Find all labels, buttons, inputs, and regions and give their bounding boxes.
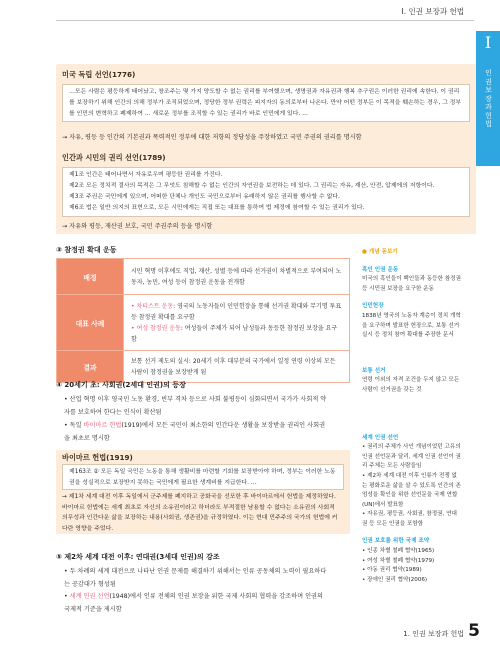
table-row <box>57 259 350 295</box>
treaty-item: • 아동 권리 협약(1989) <box>362 567 422 574</box>
sidebar-heading: ● 개념 돋보기 <box>362 249 398 255</box>
term-treaties: 인권 보호를 위한 국제 조약 <box>362 538 430 545</box>
suffrage-table <box>56 258 350 383</box>
social-rights-bullet-1: • 산업 혁명 이후 영국민 노동 환경, 빈부 격차 등으로 사회 불평등이 심화되면서 국가가 사회적 약자를 보호하여 한다는 인식이 확산됨 <box>64 396 327 416</box>
term-universal-suffrage: 보통 선거 <box>362 367 386 374</box>
treaty-item: • 여성 차별 철폐 협약(1979) <box>362 557 435 564</box>
term-desc: 연령 이외의 자격 조건을 두지 않고 모든 사람이 선거권을 갖는 것 <box>362 377 460 393</box>
row-head: 배경 <box>57 259 124 295</box>
term-desc: 미국의 흑인들이 백인들과 동등한 참정권 등 시민권 보장을 요구한 운동 <box>362 276 461 292</box>
term-desc: • 자유권, 평등권, 사회권, 참정권, 연대권 등 모든 인권을 포함함 <box>362 511 457 527</box>
term-udhr: 세계 인권 선언 <box>362 434 399 441</box>
solidarity-bullet-2: • 세계 인권 선언(1948)에서 인류 전체의 인권 보장을 위한 국제 사회의 협력을 강조하며 인권의 국제적 기준을 제시함 <box>64 593 323 613</box>
section-title: I. 인권 보장과 헌법 <box>401 7 464 16</box>
chapter-tab <box>476 31 500 166</box>
table-row <box>57 351 350 383</box>
social-rights-bullet-2: • 독일 바이마르 헌법(1919)에서 모든 국민이 최소한의 인간다운 생활을 보장받을 권리인 사회권을 최초로 명시함 <box>64 422 326 442</box>
article-line: 제3조 주권은 국민에게 있으며, 어떠한 단체나 개인도 국민으로부터 유래하지 않은 권리를 행사할 수 없다. <box>69 194 340 200</box>
example-chartist: • 차티스트 운동: 영국의 노동자들이 인민헌장을 통해 선거권 확대와 무기명 투표 등 참정권 확대를 요구함 <box>131 302 342 321</box>
article-line: 제2조 모든 정치적 결사의 목적은 그 무엇도 침해할 수 없는 인간의 자연권을 보전하는 데 있다. 그 권리는 자유, 재산, 안전, 압제에의 저항이다. <box>69 183 435 189</box>
solidarity-bullet-1: • 두 차례의 세계 대전으로 나타난 인권 문제를 해결하기 위해서는 인류 공동체의 노력이 필요하다는 공감대가 형성됨 <box>64 568 327 588</box>
us-declaration-text: …모든 사람은 평등하게 태어났고, 창조주는 몇 가지 양도할 수 없는 권리를 부여했으며, 생명권과 자유권과 행복 추구권은 이러한 권리에 속한다. 이 권리를 보장하기 위해 인간의 의해 정부가 조직되었으며, 정당한 정부 권력은 피지자의 동의로부터 나온다. 만약 어떤 정부든 이 목적을 훼손하는 경우, 그 정부를 인민의 변혁하고 폐제하여 … 새로운 정부를 조직할 수 있는 권리가 바로 인민에게 있다. … <box>62 84 470 122</box>
us-declaration-note: → 자유, 평등 등 인간의 기본권과 폭력적인 정부에 대한 저항의 정당성을 주장하였고 국민 주권의 권리를 명시함 <box>62 134 362 141</box>
source-box-2 <box>56 450 350 534</box>
row-content <box>124 295 350 351</box>
chapter-number: I <box>484 33 492 52</box>
section-social-rights-title: ④ 20세기 초: 사회권(2세대 인권)의 등장 <box>56 381 186 389</box>
example-women-suffrage: • 여성 참정권 운동: 여성들이 주체가 되어 남성들과 동등한 참정권 보장을 요구함 <box>131 324 338 343</box>
header-divider <box>56 20 474 21</box>
term-desc: • 제2차 세계 대전 이후 인류가 전쟁 없는 평화로운 삶을 살 수 있도록 인간의 존엄성을 확인을 위한 선언문을 국제 연합(UN)에서 발표함 <box>362 472 461 508</box>
article-line: 제1조 인간은 태어나면서 자유로우며 평등한 권리를 가진다. <box>69 172 223 178</box>
chapter-label: 인권 보장과 헌법 <box>485 69 492 128</box>
term-desc: 1838년 영국의 노동자 계층이 정치 개혁을 요구하며 발표한 헌장으로, 보통 선거 실시 등 정치 참여 확대를 주장한 문서 <box>362 312 461 339</box>
treaty-item: • 인종 차별 철폐 협약(1965) <box>362 548 435 555</box>
table-row <box>57 295 350 351</box>
box-title-us-declaration: 미국 독립 선언(1776) <box>62 70 136 79</box>
term-desc: • 권리의 주체가 사인 개념이었던 고유의 인권 선언문과 달리, 세계 인권 선언이 권리 주체는 모든 사람들임 <box>362 444 461 470</box>
lightbulb-icon: ● <box>362 249 367 255</box>
weimar-article-text: 제163조 ② 모든 독일 국민은 노동을 통해 생활비를 마련할 기회를 보장받아야 하며, 정부는 이러한 노동권을 성실적으로 보장받지 못하는 국민에게 필요한 생계비를 지급한다. … <box>62 464 344 490</box>
row-head: 대표 사례 <box>57 295 124 351</box>
section-suffrage-title: ③ 참정권 확대 운동 <box>56 246 117 254</box>
treaty-item: • 장애인 권리 협약(2006) <box>362 576 428 583</box>
page-number: 5 <box>468 621 480 641</box>
article-line: 제6조 법은 일반 의지의 표현으로, 모든 시민에게는 직접 또는 대표를 통하여 법 제정에 참여할 수 있는 권리가 있다. <box>69 205 365 211</box>
term-peoples-charter: 인민헌장 <box>362 303 384 310</box>
weimar-note: → 제1차 세계 대전 이후 독일에서 군주제를 폐지하고 공화국을 선포한 후 바이마르에서 헌법을 제정하였다. 바이마르 헌법에는 세계 최초로 자신의 소유권이라고 하더라도 부적절한 남용할 수 없다는 소유권의 사회적 의무성과 인간다운 삶을 보장하는 내용(사회권, 생존권)을 규정하였다. 이는 현대 민주주의 국가의 헌법에 커다란 영향을 주었다. <box>62 494 338 532</box>
page-header <box>0 0 500 32</box>
section-solidarity-title: ⑤ 제2차 세계 대전 이후: 연대권(3세대 인권)의 강조 <box>56 553 220 561</box>
source-box-1 <box>56 64 476 234</box>
term-black-rights: 흑인 인권 운동 <box>362 266 399 273</box>
row-content: 보통 선거 제도의 실시: 20세기 이후 대부분의 국가에서 일정 연령 이상의 모든 사람이 참정권을 보장받게 됨 <box>124 351 350 383</box>
french-declaration-note: → 자유와 평등, 재산권 보호, 국민 주권주의 등을 명시함 <box>62 223 213 230</box>
footer-text: 1. 인권 보장과 헌법 <box>403 630 464 638</box>
row-head: 결과 <box>57 351 124 383</box>
concept-sidebar <box>362 248 462 585</box>
row-content: 시민 혁명 이후에도 직업, 재산, 성별 등에 따라 선거권이 차별적으로 부여되어 노동자, 농민, 여성 등이 참정권 운동을 전개함 <box>124 259 350 295</box>
box-title-french-declaration: 인간과 시민의 권리 선언(1789) <box>62 153 166 162</box>
box-title-weimar: 바이마르 헌법(1919) <box>62 453 133 462</box>
french-declaration-articles <box>62 167 470 217</box>
